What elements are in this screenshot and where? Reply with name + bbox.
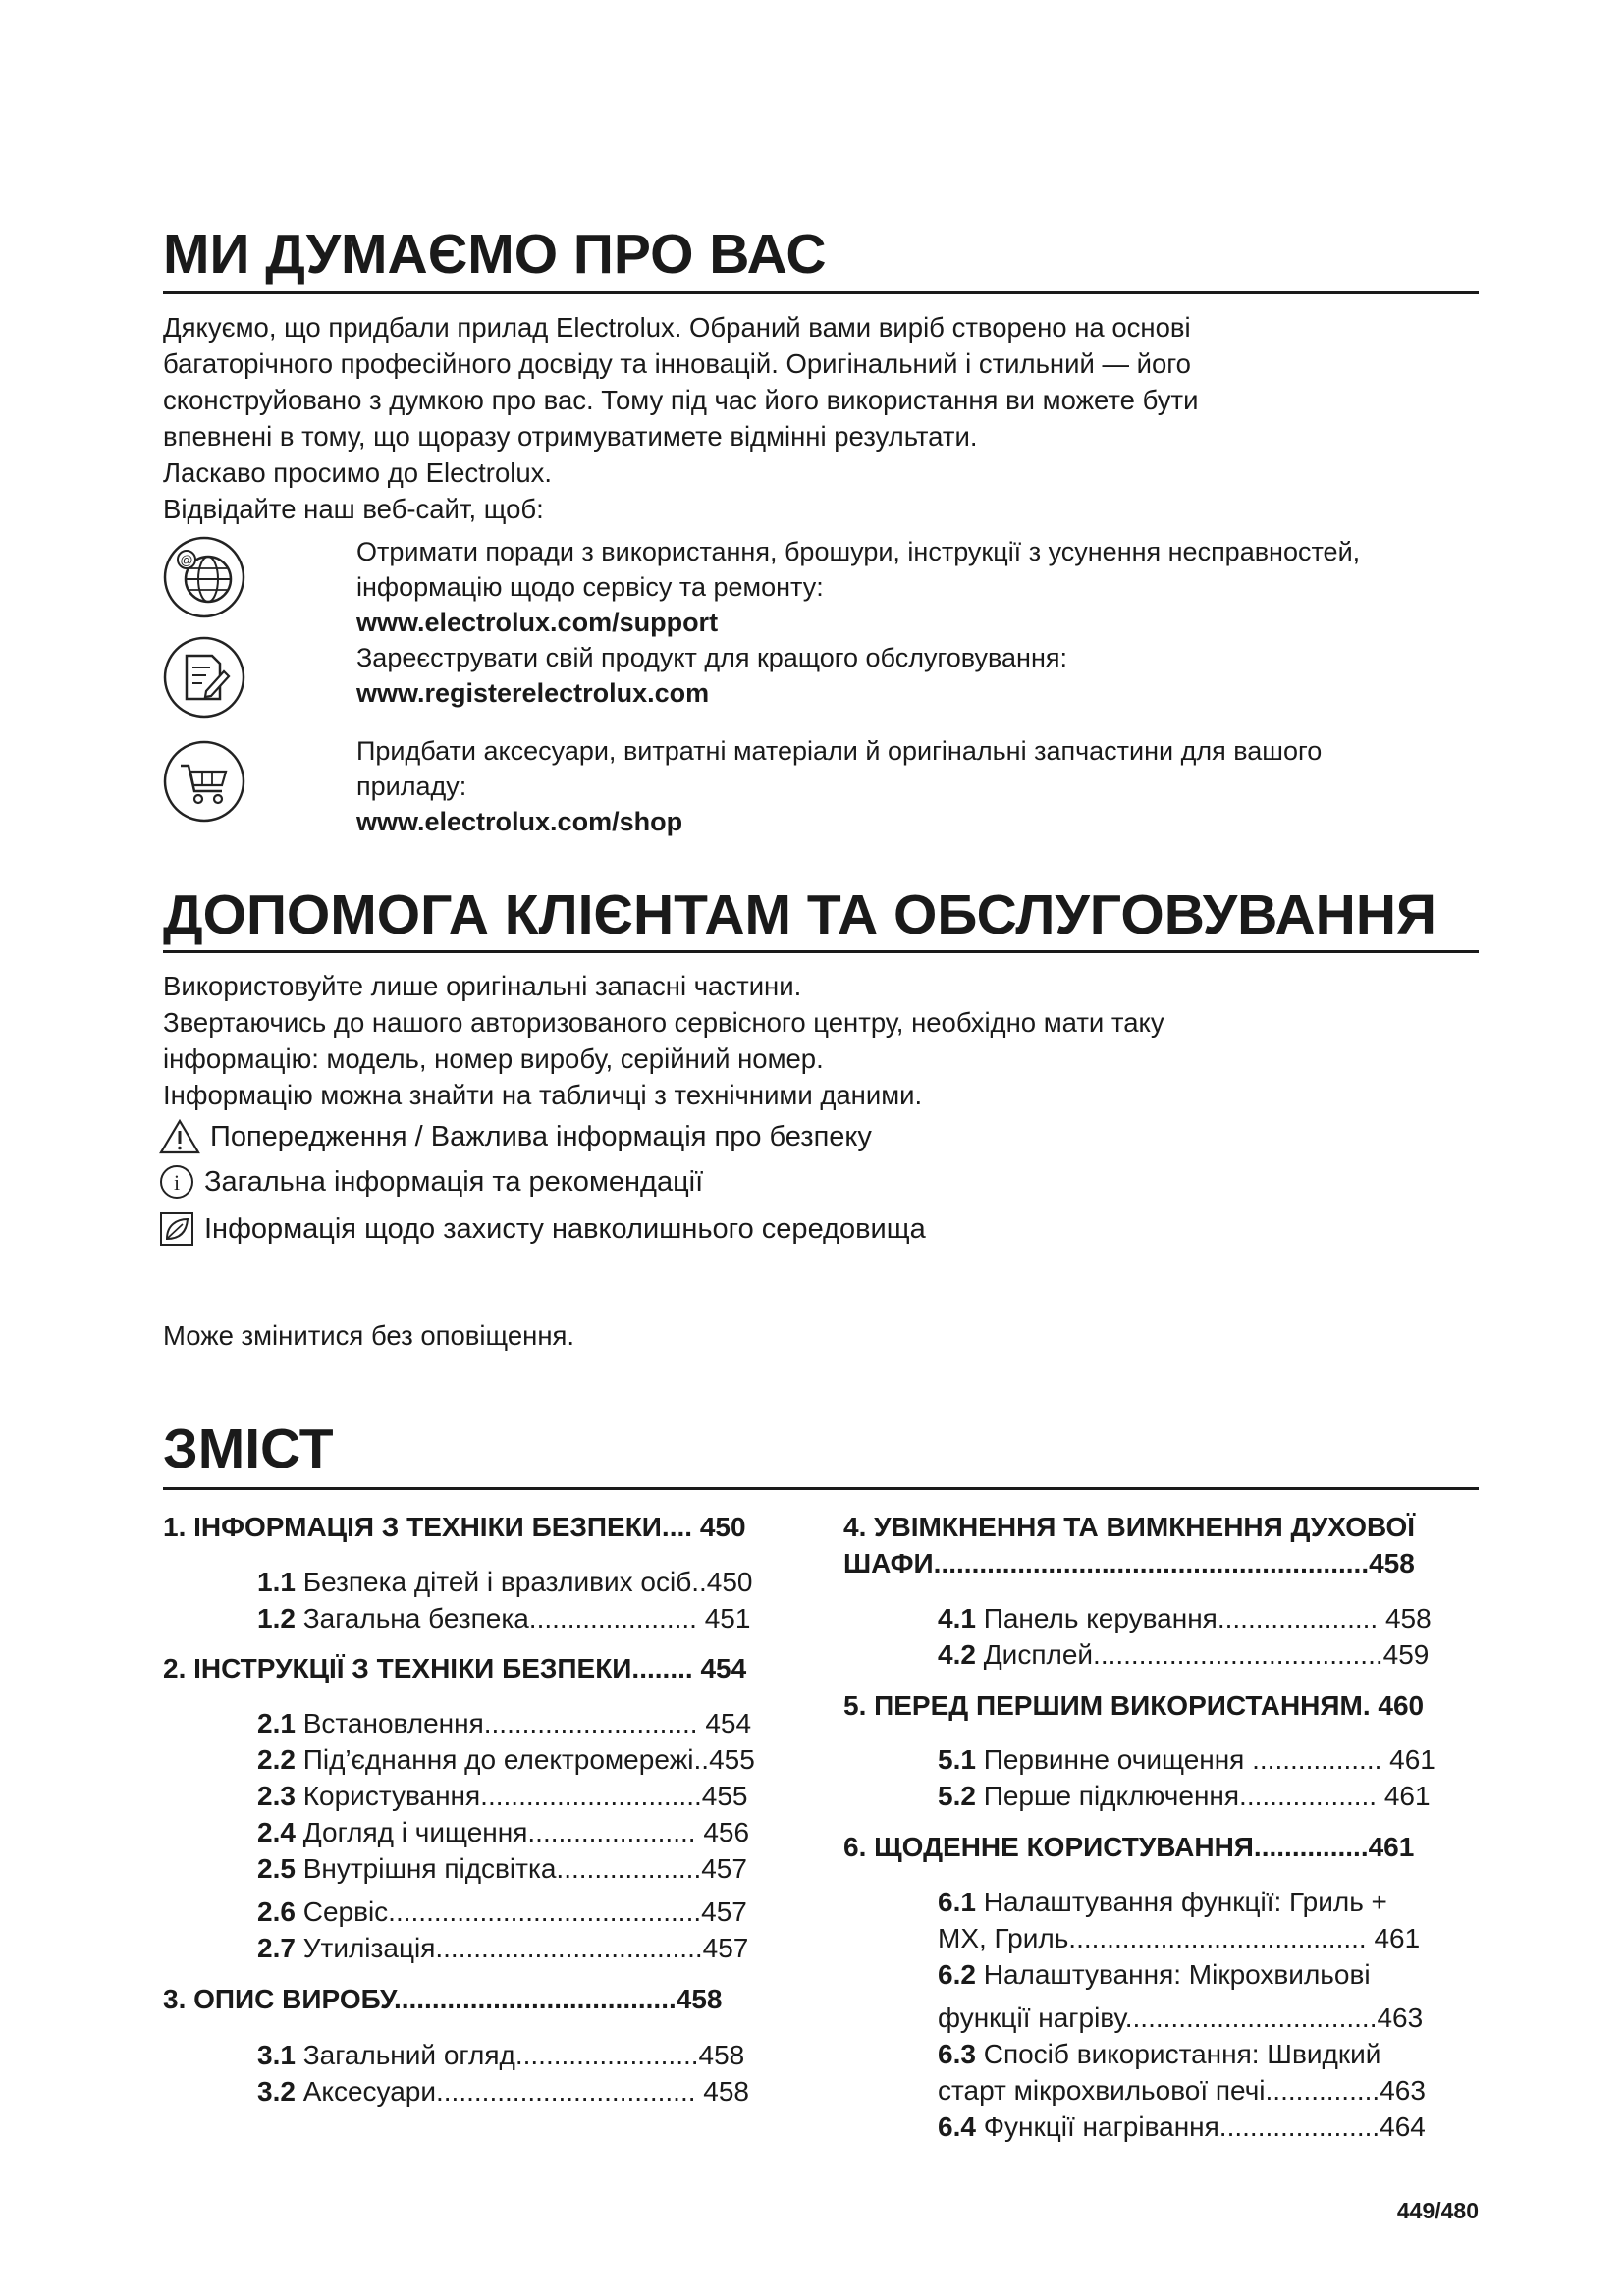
toc-item[interactable]: 1.1 Безпека дітей і вразливих осіб..450	[257, 1567, 753, 1597]
support-line: Використовуйте лише оригінальні запасні частини.	[163, 971, 802, 1001]
page-number: 449/480	[1396, 2198, 1479, 2223]
toc-item-continued[interactable]: старт мікрохвильової печі...............463	[938, 2075, 1426, 2106]
web-globe-icon	[163, 536, 245, 618]
intro-line: Дякуємо, що придбали прилад Electrolux. Обраний вами виріб створено на основі	[163, 312, 1191, 343]
toc-item[interactable]: 3.2 Аксесуари.................................. 458	[257, 2076, 749, 2107]
section-divider	[163, 950, 1479, 953]
svg-text:i: i	[173, 1170, 181, 1195]
toc-section[interactable]: 1. ІНФОРМАЦІЯ З ТЕХНІКИ БЕЗПЕКИ.... 450	[163, 1512, 746, 1542]
toc-section[interactable]: 4. УВІМКНЕННЯ ТА ВИМКНЕННЯ ДУХОВОЇ	[843, 1512, 1416, 1542]
legend-label: Загальна інформація та рекомендації	[204, 1166, 704, 1198]
legend-label: Інформація щодо захисту навколишнього середовища	[204, 1213, 926, 1245]
toc-item[interactable]: 2.1 Встановлення............................ 454	[257, 1708, 752, 1738]
legend-label: Попередження / Важлива інформація про безпеку	[210, 1121, 872, 1152]
warning-icon	[159, 1119, 200, 1154]
intro-text	[163, 309, 1198, 527]
toc-item[interactable]: 2.2 Під’єднання до електромережі..455	[257, 1744, 755, 1775]
toc-item[interactable]: 1.2 Загальна безпека...................... 451	[257, 1603, 751, 1633]
toc-item[interactable]: 4.2 Дисплей......................................459	[938, 1639, 1430, 1670]
toc-section[interactable]: 3. ОПИС ВИРОБУ.....................................458	[163, 1984, 723, 2014]
toc-section[interactable]: 5. ПЕРЕД ПЕРШИМ ВИКОРИСТАННЯМ. 460	[843, 1690, 1425, 1721]
leaf-icon	[159, 1211, 194, 1247]
service-text: Придбати аксесуари, витратні матеріали й оригінальні запчастини для вашого	[356, 736, 1323, 766]
info-icon	[159, 1164, 194, 1200]
svg-text:@: @	[180, 553, 193, 567]
toc-item[interactable]: 6.2 Налаштування: Мікрохвильові	[938, 1959, 1371, 1990]
toc-item[interactable]: 2.6 Сервіс.........................................457	[257, 1896, 747, 1927]
register-link[interactable]: www.registerelectrolux.com	[356, 678, 710, 708]
support-line: Звертаючись до нашого авторизованого сервісного центру, необхідно мати таку	[163, 1007, 1164, 1038]
service-shop	[356, 733, 1322, 839]
service-text: Отримати поради з використання, брошури, інструкції з усунення несправностей,	[356, 537, 1361, 566]
toc-item[interactable]: 5.2 Перше підключення.................. 461	[938, 1781, 1431, 1811]
intro-line: впевнені в тому, що щоразу отримуватимете відмінні результати.	[163, 421, 978, 452]
toc-section[interactable]: 6. ЩОДЕННЕ КОРИСТУВАННЯ...............461	[843, 1832, 1415, 1862]
toc-item[interactable]: 2.5 Внутрішня підсвітка...................457	[257, 1853, 747, 1884]
intro-line: багаторічного професійного досвіду та інновацій. Оригінальний і стильний — його	[163, 348, 1191, 379]
shop-link[interactable]: www.electrolux.com/shop	[356, 807, 683, 836]
toc-item[interactable]: 2.7 Утилізація...................................457	[257, 1933, 749, 1963]
service-support	[356, 534, 1360, 711]
toc-item-continued[interactable]: функції нагріву.................................463	[938, 2002, 1424, 2033]
toc-item[interactable]: 3.1 Загальний огляд........................458	[257, 2040, 745, 2070]
toc-item[interactable]: 6.4 Функції нагрівання.....................464	[938, 2111, 1426, 2142]
toc-item[interactable]: 2.4 Догляд і чищення...................... 456	[257, 1817, 750, 1847]
section-divider	[163, 291, 1479, 294]
toc-item[interactable]: 6.1 Налаштування функції: Гриль +	[938, 1887, 1387, 1917]
intro-line: Ласкаво просимо до Electrolux.	[163, 457, 553, 488]
support-text	[163, 968, 1164, 1113]
toc-item[interactable]: 4.1 Панель керування..................... 458	[938, 1603, 1432, 1633]
toc-section-continued[interactable]: ШАФИ.........................................................458	[843, 1548, 1415, 1578]
shopping-cart-icon	[163, 740, 245, 823]
section-title-toc: ЗМІСТ	[163, 1417, 334, 1480]
register-document-icon	[163, 636, 245, 719]
section-divider	[163, 1487, 1479, 1490]
legend-environment	[159, 1211, 926, 1247]
service-text: інформацію щодо сервісу та ремонту:	[356, 572, 824, 602]
support-link[interactable]: www.electrolux.com/support	[356, 608, 719, 637]
intro-line: сконструйовано з думкою про вас. Тому під час його використання ви можете бути	[163, 385, 1199, 415]
toc-item-continued[interactable]: МХ, Гриль....................................... 461	[938, 1923, 1421, 1953]
support-line: Інформацію можна знайти на табличці з технічними даними.	[163, 1080, 923, 1110]
legend-warning	[159, 1119, 872, 1154]
notice-text: Може змінитися без оповіщення.	[163, 1320, 575, 1351]
section-title-support: ДОПОМОГА КЛІЄНТАМ ТА ОБСЛУГОВУВАННЯ	[163, 883, 1436, 946]
toc-item[interactable]: 2.3 Користування.............................455	[257, 1781, 748, 1811]
toc-section[interactable]: 2. ІНСТРУКЦІЇ З ТЕХНІКИ БЕЗПЕКИ........ 454	[163, 1653, 747, 1683]
service-text: приладу:	[356, 772, 467, 801]
legend-info	[159, 1164, 703, 1200]
section-title-thinking: МИ ДУМАЄМО ПРО ВАС	[163, 223, 827, 286]
intro-line: Відвідайте наш веб-сайт, щоб:	[163, 494, 544, 524]
toc-item[interactable]: 5.1 Первинне очищення ................. 461	[938, 1744, 1435, 1775]
support-line: інформацію: модель, номер виробу, серійний номер.	[163, 1043, 824, 1074]
service-text: Зареєструвати свій продукт для кращого обслуговування:	[356, 643, 1067, 672]
toc-item[interactable]: 6.3 Спосіб використання: Швидкий	[938, 2039, 1381, 2069]
